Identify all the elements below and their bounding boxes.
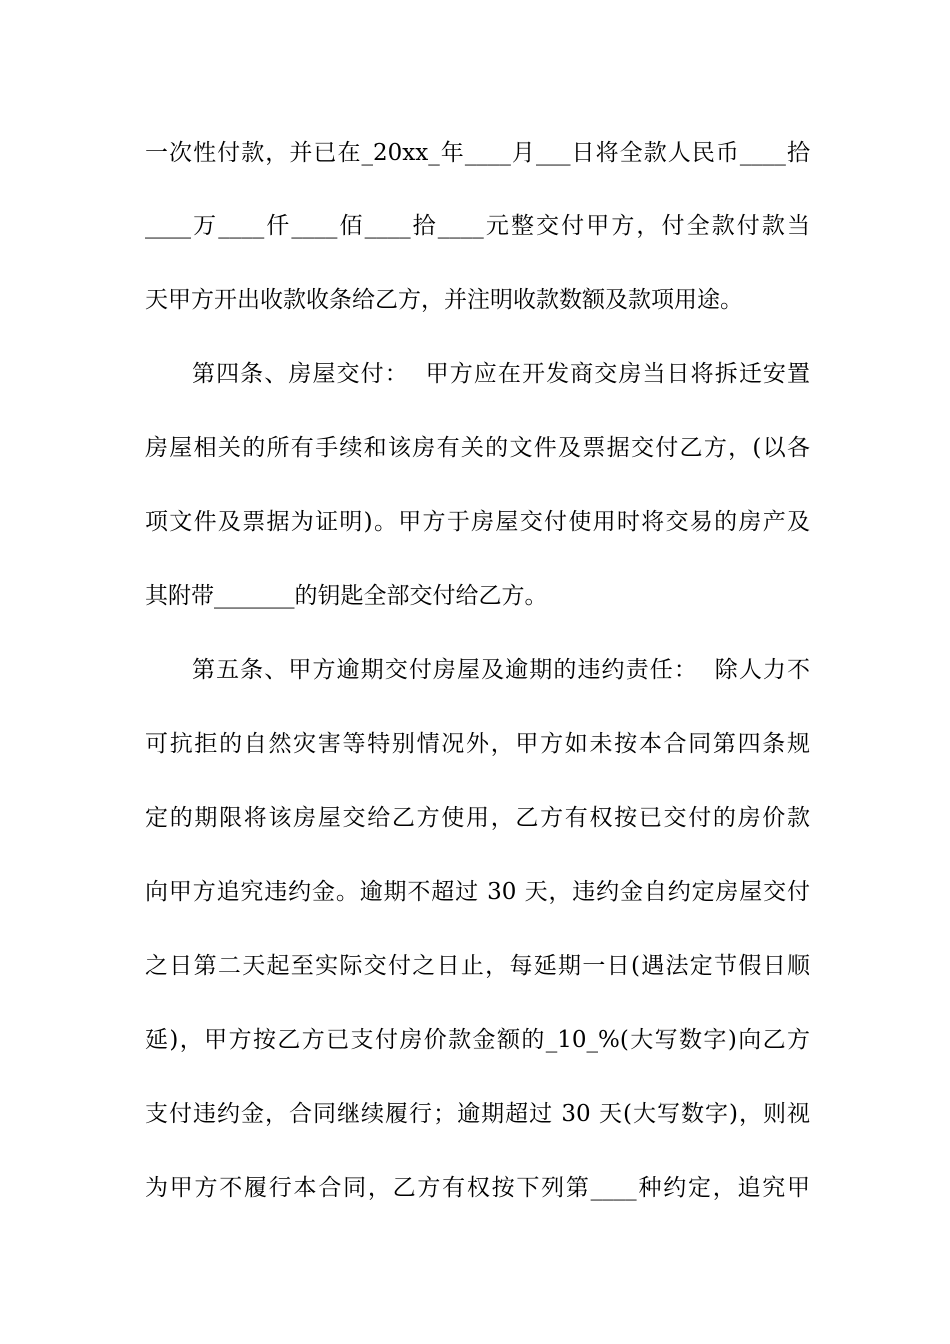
text-line-5: 房屋相关的所有手续和该房有关的文件及票据交付乙方，(以各 [145,435,810,461]
text-line-14: 支付违约金，合同继续履行；逾期超过 30 天(大写数字)，则视 [145,1101,810,1127]
text-line-2: ____万____仟____佰____拾____元整交付甲方，付全款付款当 [145,213,810,239]
text-line-11: 向甲方追究违约金。逾期不超过 30 天，违约金自约定房屋交付 [145,879,810,905]
text-line-15: 为甲方不履行本合同，乙方有权按下列第____种约定，追究甲 [145,1175,810,1201]
text-line-1: 一次性付款，并已在_20xx_年____月___日将全款人民币____拾 [145,140,810,166]
text-line-7: 其附带_______的钥匙全部交付给乙方。 [145,583,548,609]
text-line-6: 项文件及票据为证明)。甲方于房屋交付使用时将交易的房产及 [145,509,810,535]
text-line-13: 延)，甲方按乙方已支付房价款金额的_10_%(大写数字)向乙方 [145,1027,810,1053]
text-line-12: 之日第二天起至实际交付之日止，每延期一日(遇法定节假日顺 [145,953,810,979]
text-line-10: 定的期限将该房屋交给乙方使用，乙方有权按已交付的房价款 [145,805,810,831]
text-line-8: 第五条、甲方逾期交付房屋及逾期的违约责任： 除人力不 [192,657,810,683]
text-line-3: 天甲方开出收款收条给乙方，并注明收款数额及款项用途。 [145,287,743,313]
text-line-4: 第四条、房屋交付： 甲方应在开发商交房当日将拆迁安置 [192,361,810,387]
text-line-9: 可抗拒的自然灾害等特别情况外，甲方如未按本合同第四条规 [145,731,810,757]
